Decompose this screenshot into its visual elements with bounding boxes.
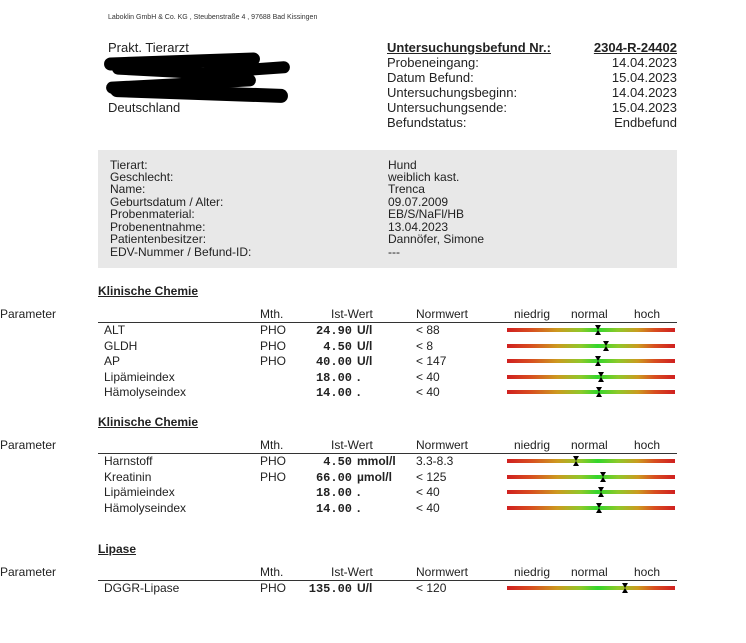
result-unit: µmol/l — [357, 469, 392, 484]
method-code: PHO — [260, 469, 287, 484]
parameter-name: AP — [104, 354, 121, 369]
result-value: 14.00 — [315, 501, 352, 516]
norm-range: < 40 — [416, 369, 440, 384]
header-divider — [98, 322, 677, 323]
result-unit: U/l — [357, 323, 373, 337]
range-bar — [507, 344, 675, 348]
header-norm: Normwert — [416, 565, 469, 579]
range-marker — [603, 341, 609, 351]
method-code: PHO — [260, 323, 287, 337]
sender-address-line: Laboklin GmbH & Co. KG , Steubenstraße 4 , 97688 Bad Kissingen — [108, 14, 318, 21]
method-code: PHO — [260, 454, 287, 468]
result-value: 135.00 — [308, 582, 352, 596]
report-title: Untersuchungsbefund Nr.: — [387, 40, 551, 55]
patient-value: Dannöfer, Simone — [388, 232, 485, 246]
recipient-country: Deutschland — [108, 100, 181, 115]
header-value: Ist-Wert — [331, 438, 373, 452]
patient-value: 13.04.2023 — [388, 220, 449, 234]
patient-value: Trenca — [388, 182, 425, 196]
result-unit: . — [357, 485, 361, 500]
norm-range: 3.3-8.3 — [416, 454, 454, 468]
header-low: niedrig — [514, 565, 551, 579]
header-normal: normal — [571, 307, 608, 321]
report-number: 2304-R-24402 — [593, 40, 677, 55]
result-value: 4.50 — [323, 339, 352, 354]
report-row-label: Untersuchungsbeginn: — [387, 85, 518, 100]
result-unit: . — [357, 385, 361, 400]
parameter-name: Lipämieindex — [104, 485, 175, 500]
patient-value: weiblich kast. — [388, 170, 460, 184]
header-high: hoch — [634, 438, 661, 452]
range-marker — [596, 503, 602, 513]
result-value: 40.00 — [315, 355, 352, 370]
patient-info-box — [98, 150, 677, 268]
patient-value: EB/S/NaFl/HB — [388, 207, 465, 221]
report-row-label: Untersuchungsende: — [387, 100, 507, 115]
report-row-value: 15.04.2023 — [611, 70, 677, 85]
parameter-name: ALT — [104, 323, 126, 337]
patient-label: EDV-Nummer / Befund-ID: — [110, 245, 252, 259]
header-parameter: Parameter — [0, 307, 57, 321]
patient-label: Patientenbesitzer: — [110, 232, 207, 246]
header-high: hoch — [634, 307, 661, 321]
section-title: Klinische Chemie — [98, 415, 199, 429]
parameter-name: Lipämieindex — [104, 369, 175, 384]
range-marker — [600, 472, 606, 482]
result-unit: . — [357, 369, 361, 384]
patient-label: Geschlecht: — [110, 170, 174, 184]
header-normal: normal — [571, 565, 608, 579]
header-method: Mth. — [260, 565, 284, 579]
header-normal: normal — [571, 438, 608, 452]
patient-label: Tierart: — [110, 158, 148, 172]
range-marker — [598, 372, 604, 382]
result-unit: U/l — [357, 581, 373, 595]
result-unit: U/l — [357, 338, 373, 353]
patient-label: Name: — [110, 182, 146, 196]
range-bar — [507, 328, 675, 332]
range-bar — [507, 375, 675, 379]
header-value: Ist-Wert — [331, 307, 373, 321]
range-bar — [507, 490, 675, 494]
header-parameter: Parameter — [0, 565, 57, 579]
result-unit: U/l — [357, 354, 373, 369]
result-value: 18.00 — [315, 486, 352, 501]
range-bar — [507, 459, 675, 463]
range-marker — [598, 487, 604, 497]
report-row-value: 14.04.2023 — [611, 55, 677, 70]
patient-label: Probenmaterial: — [110, 207, 195, 221]
header-parameter: Parameter — [0, 438, 57, 452]
header-norm: Normwert — [416, 307, 469, 321]
header-method: Mth. — [260, 438, 284, 452]
result-value: 18.00 — [315, 370, 352, 385]
range-marker — [595, 356, 601, 366]
result-value: 66.00 — [315, 470, 352, 485]
recipient-line-1: Prakt. Tierarzt — [108, 40, 189, 55]
range-bar — [507, 390, 675, 394]
range-bar — [507, 475, 675, 479]
method-code: PHO — [260, 354, 287, 369]
patient-value: --- — [388, 245, 400, 259]
result-value: 14.00 — [315, 386, 352, 401]
section-title: Lipase — [98, 542, 137, 556]
header-high: hoch — [634, 565, 661, 579]
header-low: niedrig — [514, 307, 551, 321]
report-row-value: 15.04.2023 — [611, 100, 677, 115]
report-row-label: Probeneingang: — [387, 55, 479, 70]
parameter-name: Harnstoff — [104, 454, 153, 468]
range-marker — [622, 583, 628, 593]
result-value: 24.90 — [315, 324, 352, 338]
norm-range: < 88 — [416, 323, 440, 337]
norm-range: < 147 — [416, 354, 447, 369]
norm-range: < 120 — [416, 581, 447, 595]
patient-label: Geburtsdatum / Alter: — [110, 195, 224, 209]
report-row-value: 14.04.2023 — [611, 85, 677, 100]
norm-range: < 40 — [416, 485, 440, 500]
range-bar — [507, 586, 675, 590]
header-divider — [98, 580, 677, 581]
result-value: 4.50 — [323, 455, 352, 469]
norm-range: < 40 — [416, 385, 440, 400]
parameter-name: Hämolyseindex — [104, 500, 187, 515]
report-row-label: Befundstatus: — [387, 115, 467, 130]
norm-range: < 8 — [416, 338, 434, 353]
report-row-value: Endbefund — [614, 115, 677, 130]
parameter-name: Kreatinin — [104, 469, 152, 484]
section-title: Klinische Chemie — [98, 284, 199, 298]
parameter-name: DGGR-Lipase — [104, 581, 180, 595]
norm-range: < 40 — [416, 500, 440, 515]
result-unit: . — [357, 500, 361, 515]
parameter-name: Hämolyseindex — [104, 385, 187, 400]
range-marker — [595, 325, 601, 335]
range-marker — [573, 456, 579, 466]
header-low: niedrig — [514, 438, 551, 452]
method-code: PHO — [260, 338, 287, 353]
header-norm: Normwert — [416, 438, 469, 452]
range-bar — [507, 506, 675, 510]
patient-label: Probenentnahme: — [110, 220, 206, 234]
norm-range: < 125 — [416, 469, 447, 484]
header-value: Ist-Wert — [331, 565, 373, 579]
patient-value: Hund — [388, 158, 417, 172]
method-code: PHO — [260, 581, 287, 595]
range-bar — [507, 359, 675, 363]
range-marker — [596, 387, 602, 397]
patient-value: 09.07.2009 — [388, 195, 449, 209]
report-row-label: Datum Befund: — [387, 70, 474, 85]
parameter-name: GLDH — [104, 338, 138, 353]
result-unit: mmol/l — [357, 454, 396, 468]
report-header — [387, 40, 677, 130]
header-method: Mth. — [260, 307, 284, 321]
